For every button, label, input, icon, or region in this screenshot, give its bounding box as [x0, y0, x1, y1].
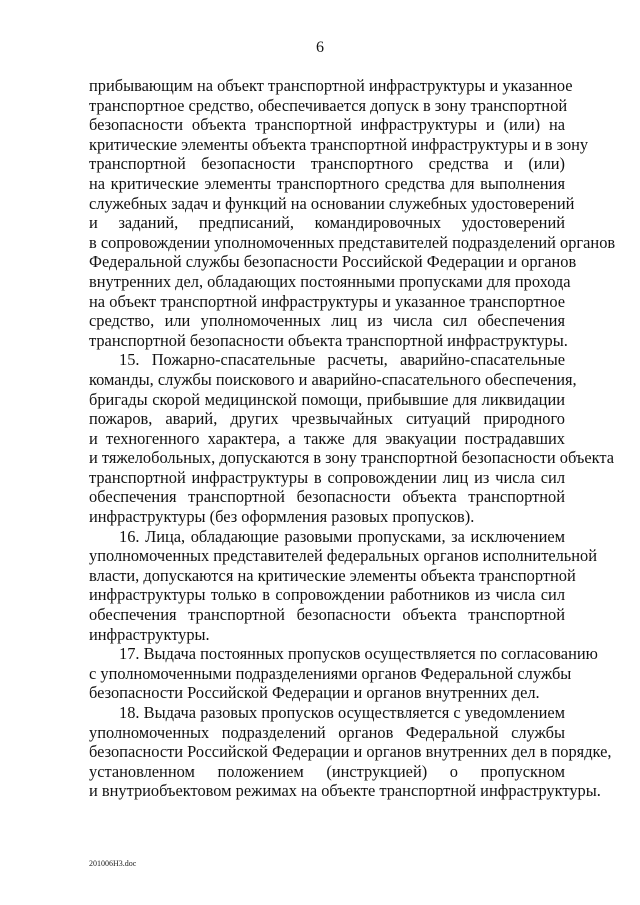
text-line: с уполномоченными подразделениями органов Федеральной службы: [89, 663, 572, 683]
paragraph-17: [89, 644, 598, 703]
text-line: транспортной безопасности объекта транспортной инфраструктуры.: [89, 330, 568, 350]
text-line: транспортное средство, обеспечивается допуск в зону транспортной: [89, 95, 568, 115]
text-line: в сопровождении уполномоченных представителей подразделений органов: [89, 232, 616, 252]
text-line: инфраструктуры.: [89, 624, 210, 644]
text-line: инфраструктуры (без оформления разовых пропусков).: [89, 507, 475, 527]
text-line: Федеральной службы безопасности Российской Федерации и органов: [89, 252, 577, 272]
footer-filename: 201006H3.doc: [89, 859, 137, 868]
paragraph-16: [89, 526, 598, 645]
document-body: [89, 76, 616, 801]
text-line: и техногенного характера, а также для эвакуации пострадавших: [89, 428, 565, 448]
text-line: транспортной безопасности транспортного средства и (или): [89, 154, 565, 174]
text-line: безопасности объекта транспортной инфраструктуры и (или) на: [89, 115, 565, 135]
text-line: команды, службы поискового и аварийно-спасательного обеспечения,: [89, 369, 577, 389]
text-line: 17. Выдача постоянных пропусков осуществляется по согласованию: [119, 644, 598, 664]
text-line: уполномоченных представителей федеральных органов исполнительной: [89, 546, 598, 566]
paragraph-15: [89, 350, 615, 527]
text-line: и тяжелобольных, допускаются в зону транспортной безопасности объекта: [89, 448, 615, 468]
text-line: на объект транспортной инфраструктуры и указанное транспортное: [89, 291, 565, 311]
text-line: установленном положением (инструкцией) о пропускном: [89, 761, 565, 781]
text-line: пожаров, аварий, других чрезвычайных ситуаций природного: [89, 409, 565, 429]
text-line: бригады скорой медицинской помощи, прибывшие для ликвидации: [89, 389, 565, 409]
text-line: служебных задач и функций на основании служебных удостоверений: [89, 193, 575, 213]
text-line: инфраструктуры только в сопровождении работников из числа сил: [89, 585, 565, 605]
text-line: на критические элементы транспортного средства для выполнения: [89, 173, 565, 193]
text-line: критические элементы объекта транспортной инфраструктуры и в зону: [89, 134, 589, 154]
paragraph-18: [89, 703, 612, 801]
text-line: обеспечения транспортной безопасности объекта транспортной: [89, 487, 565, 507]
text-line: власти, допускаются на критические элементы объекта транспортной: [89, 565, 576, 585]
text-line: и внутриобъектовом режимах на объекте транспортной инфраструктуры.: [89, 781, 601, 801]
text-line: 16. Лица, обладающие разовыми пропусками, за исключением: [119, 526, 565, 546]
text-line: и заданий, предписаний, командировочных удостоверений: [89, 213, 565, 233]
text-line: уполномоченных подразделений органов Федеральной службы: [89, 722, 565, 742]
text-line: безопасности Российской Федерации и органов внутренних дел в порядке,: [89, 742, 612, 762]
text-line: 18. Выдача разовых пропусков осуществляется с уведомлением: [119, 703, 565, 722]
page-number: 6: [316, 39, 324, 56]
text-line: средство, или уполномоченных лиц из числа сил обеспечения: [89, 311, 565, 331]
text-line: 15. Пожарно-спасательные расчеты, аварийно-спасательные: [119, 350, 565, 370]
text-line: обеспечения транспортной безопасности объекта транспортной: [89, 605, 565, 625]
paragraph-continuation: [89, 76, 616, 350]
text-line: транспортной инфраструктуры в сопровождении лиц из числа сил: [89, 467, 565, 487]
text-line: безопасности Российской Федерации и органов внутренних дел.: [89, 683, 540, 703]
text-line: прибывающим на объект транспортной инфраструктуры и указанное: [89, 76, 573, 95]
text-line: внутренних дел, обладающих постоянными пропусками для прохода: [89, 271, 571, 291]
